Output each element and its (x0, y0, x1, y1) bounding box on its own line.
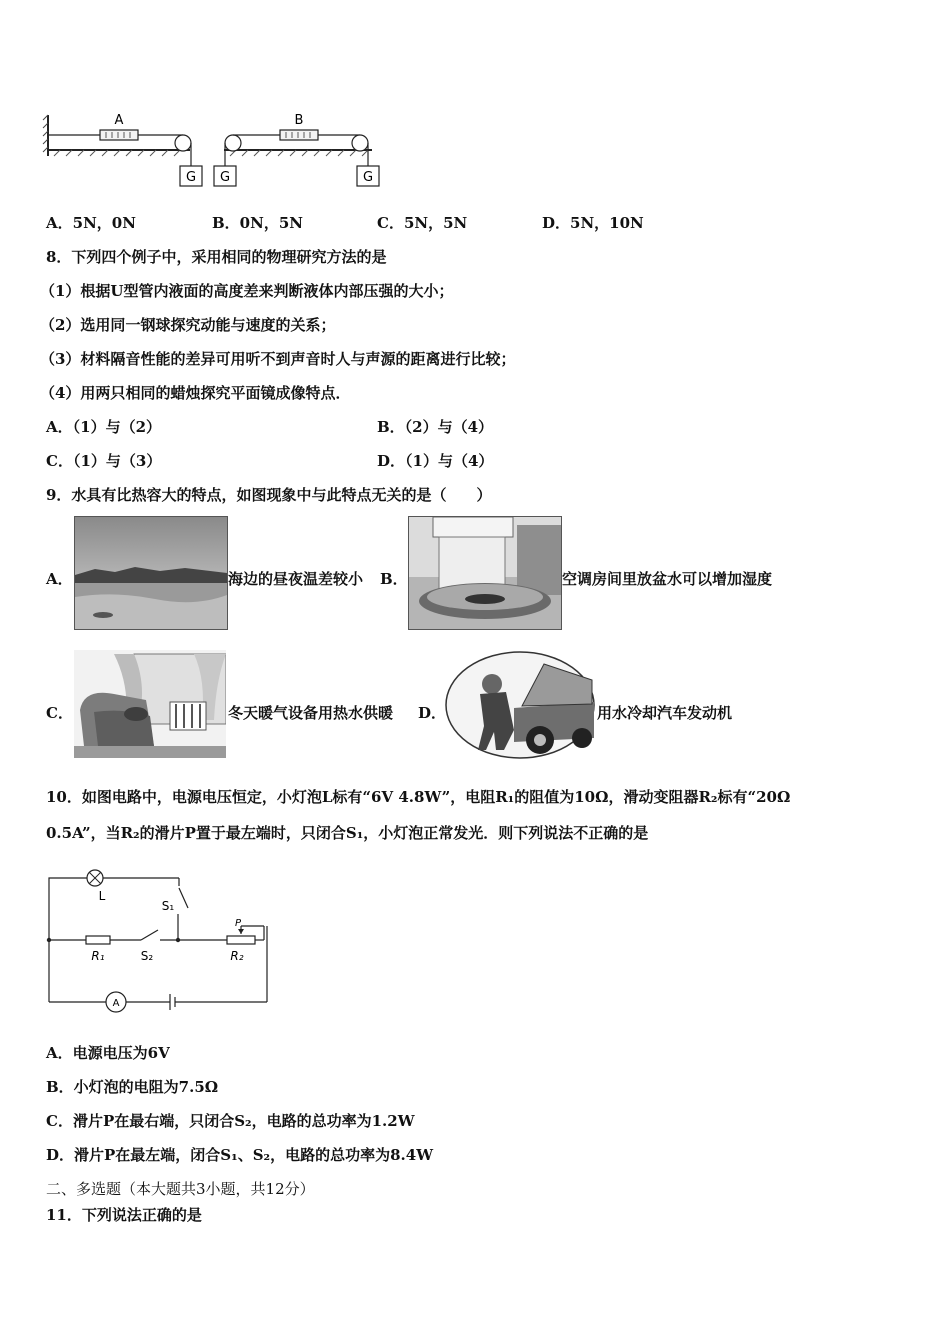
q8-option-a: A．（1）与（2） (46, 418, 162, 436)
q7-option-c: C．5N，5N (377, 214, 468, 232)
ammeter-label: A (112, 998, 120, 1009)
radiator-room-photo (74, 650, 226, 758)
car-engine-photo (444, 650, 596, 760)
r2-label: R₂ (230, 949, 244, 963)
section-2-heading: 二、多选题（本大题共3小题，共12分） (46, 1180, 315, 1198)
q9-option-a-caption: 海边的昼夜温差较小 (228, 570, 364, 588)
circuit-diagram (44, 866, 276, 1018)
seaside-photo (74, 516, 228, 630)
s2-label: S₂ (140, 949, 154, 963)
q11-stem: 11．下列说法正确的是 (46, 1206, 202, 1224)
q8-item-4: （4）用两只相同的蜡烛探究平面镜成像特点． (40, 384, 351, 402)
pulley-diagram (40, 110, 390, 192)
q7-option-a: A．5N，0N (46, 214, 136, 232)
q9-option-d-caption: 用水冷却汽车发动机 (597, 704, 733, 722)
q8-item-3: （3）材料隔音性能的差异可用听不到声音时人与声源的距离进行比较； (40, 350, 516, 368)
scale-b-label: B (294, 113, 304, 128)
q7-option-b: B．0N，5N (212, 214, 303, 232)
q10-option-a: A．电源电压为6V (46, 1044, 170, 1062)
q8-option-d: D．（1）与（4） (377, 452, 494, 470)
q9-option-a-letter: A． (46, 570, 73, 588)
s1-label: S₁ (161, 899, 175, 913)
q10-stem-line-2: 0.5A”，当R₂的滑片P置于最左端时，只闭合S₁，小灯泡正常发光．则下列说法不正确的是 (46, 824, 649, 842)
q9-option-c-letter: C． (46, 704, 73, 722)
weight-g-1: G (185, 170, 197, 185)
q9-option-b-letter: B． (380, 570, 408, 588)
q8-item-1: （1）根据U型管内液面的高度差来判断液体内部压强的大小； (40, 282, 454, 300)
q10-option-c: C．滑片P在最右端，只闭合S₂，电路的总功率为1.2W (46, 1112, 415, 1130)
q9-option-b-caption: 空调房间里放盆水可以增加湿度 (562, 570, 773, 588)
scale-a-label: A (114, 113, 124, 128)
q9-option-d-letter: D． (418, 704, 447, 722)
q9-option-c-caption: 冬天暖气设备用热水供暖 (228, 704, 394, 722)
q9-stem: 9．水具有比热容大的特点，如图现象中与此特点无关的是（ ） (46, 486, 492, 504)
q10-option-b: B．小灯泡的电阻为7.5Ω (46, 1078, 219, 1096)
q10-stem-line-1: 10．如图电路中，电源电压恒定，小灯泡L标有“6V 4.8W”，电阻R₁的阻值为10Ω，滑动变阻器R₂标有“20Ω (46, 788, 791, 806)
q7-option-d: D．5N，10N (542, 214, 644, 232)
water-basin-photo (408, 516, 562, 630)
lamp-label: L (98, 889, 106, 903)
q8-option-c: C．（1）与（3） (46, 452, 162, 470)
q8-item-2: （2）选用同一钢球探究动能与速度的关系； (40, 316, 336, 334)
weight-g-3: G (362, 170, 374, 185)
weight-g-2: G (219, 170, 231, 185)
r1-label: R₁ (91, 949, 105, 963)
q8-option-b: B．（2）与（4） (377, 418, 494, 436)
q8-stem: 8．下列四个例子中，采用相同的物理研究方法的是 (46, 248, 387, 266)
slider-p-label: P (234, 918, 242, 929)
q10-option-d: D．滑片P在最左端，闭合S₁、S₂，电路的总功率为8.4W (46, 1146, 434, 1164)
